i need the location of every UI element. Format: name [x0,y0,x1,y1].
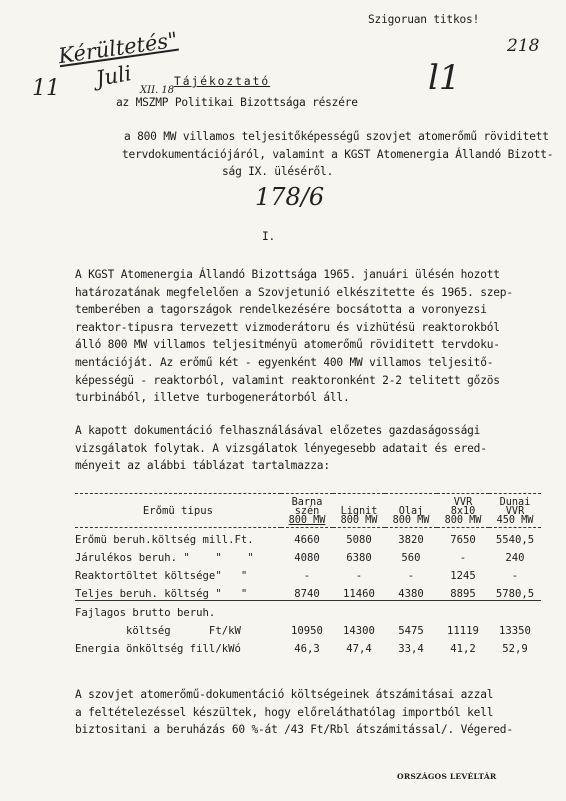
table-column-header: Olaj 800 MW [392,506,430,526]
row-label: Erőmü beruh.költség mill.Ft. [75,534,254,546]
row-label: Energia önköltség fill/kWó [75,643,241,655]
section-number: I. [262,230,276,243]
table-cell: 11119 [447,625,479,637]
table-cell: 4660 [294,534,320,546]
document-recipient: az MSZMP Politikai Bizottsága részére [116,96,358,109]
table-cell: 6380 [346,552,372,564]
table-column-header: VVR 8x10 800 MW [444,497,482,526]
table-cell: 13350 [499,625,531,637]
table-cell: 560 [401,552,421,564]
table-cell [281,601,333,620]
document-title: Tájékoztató [174,75,271,88]
text-line: határozatának megfelelően a Szovjetunió elkészitette és 1965. szep- [75,285,513,299]
text-line: mentációját. Az erőmű két - egyenként 400 MW villamos teljesitő- [75,355,494,369]
table-cell: 5080 [346,534,372,546]
table-cell: 10950 [291,625,323,637]
table-cell: 3820 [398,534,424,546]
table-cell: 7650 [450,534,476,546]
text-line: a feltételezéssel készültek, hogy előreláthatólag importból kell [75,705,494,719]
table-column-header: Barna szén 800 MW [288,497,326,526]
table-cell: - [407,570,415,582]
text-line: vizsgálatok folytak. A vizsgálatok lényegesebb adatait és ered- [75,441,487,455]
text-line: biztositani a beruházás 60 %-át /43 Ft/Rbl átszámitással/. Végered- [75,723,513,737]
handwritten-page-letter: l1 [428,58,461,98]
paragraph-2 [75,422,487,475]
table-cell: 8895 [450,588,476,600]
archive-stamp: ORSZÁGOS LEVÉLTÁR [397,772,497,781]
text-line: reaktor-tipusra tervezett vizmoderátoru és vizhütésü reaktorokból [75,320,500,334]
text-line: temberében a tagországok rendelkezésére bocsátotta a voronyezsi [75,303,487,317]
table-header-label: Erőmü tipus [142,504,214,517]
cost-comparison-table [75,493,541,655]
table-cell: - [355,570,363,582]
table-cell: - [459,552,467,564]
paragraph-3 [75,686,513,739]
table-column-header: Lignit 800 MW [340,506,378,526]
table-cell: 5780,5 [495,588,535,600]
table-cell: - [511,570,519,582]
table-cell: 5540,5 [495,534,535,546]
text-line: képességü - reaktorból, valamint reaktoronként 2-2 telitett gőzös [75,373,500,387]
table-row [75,619,541,637]
table-row [75,582,541,601]
row-label: Reaktortöltet költsége" " [75,570,248,582]
subject-line: a 800 MW villamos teljesitőképességű szovjet atomerőmű röviditett [124,130,549,143]
text-line: A kapott dokumentáció felhasználásával előzetes gazdaságossági [75,424,481,437]
paragraph-1 [75,266,513,407]
subject-line: tervdokumentációjáról, valamint a KGST Atomenergia Állandó Bizott- [122,147,554,161]
table-cell: 5475 [398,625,424,637]
table-cell [333,601,385,620]
table-cell: 46,3 [294,643,320,655]
table-row [75,564,541,582]
table-cell: 47,4 [346,643,372,655]
table-cell [489,601,541,620]
text-line: A KGST Atomenergia Állandó Bizottsága 1965. januári ülésén hozott [75,268,500,281]
text-line: turbinából, illetve turbogenerátorból áll. [75,391,350,405]
table-row [75,601,541,620]
table-cell: 4380 [398,588,424,600]
table-cell: 52,9 [502,643,528,655]
table-cell [437,601,489,620]
row-label: Teljes beruh. költség " " [75,588,248,600]
table-cell [385,601,437,620]
handwritten-page-number: 218 [507,36,540,56]
table-cell: 1245 [450,570,476,582]
table-cell: 14300 [343,625,375,637]
handwritten-margin-mark: 11 [32,76,60,101]
row-label: Járulékos beruh. " " " [75,552,254,564]
table-row [75,546,541,564]
table-cell: 11460 [343,588,375,600]
table-cell: 33,4 [398,643,424,655]
document-subject [124,128,553,181]
classification-label: Szigoruan titkos! [368,13,480,26]
row-label: költség Ft/kW [75,625,241,637]
subject-line: ság IX. üléséről. [222,165,334,179]
table-cell: 8740 [294,588,320,600]
text-line: ményeit az alábbi táblázat tartalmazza: [75,459,330,473]
handwritten-date: XII. 18 [140,85,175,96]
table-row [75,637,541,655]
handwritten-note-top-left: Kérültetés" [56,27,180,69]
table-cell: 41,2 [450,643,476,655]
row-label: Fajlagos brutto beruh. [75,607,216,619]
table-cell: 240 [505,552,525,564]
table-cell: 4080 [294,552,320,564]
table-header-row [75,494,541,528]
text-line: A szovjet atomerőmű-dokumentáció költségeinek átszámitásai azzal [75,688,494,701]
text-line: álló 800 MW villamos teljesitményü atomerőmű röviditett tervdoku- [75,338,500,352]
table-cell: - [303,570,311,582]
handwritten-registry-number: 178/6 [255,183,325,211]
handwritten-initials: Juli [94,61,134,91]
table-row [75,528,541,547]
table-column-header: Dunai VVR 450 MW [496,497,534,526]
